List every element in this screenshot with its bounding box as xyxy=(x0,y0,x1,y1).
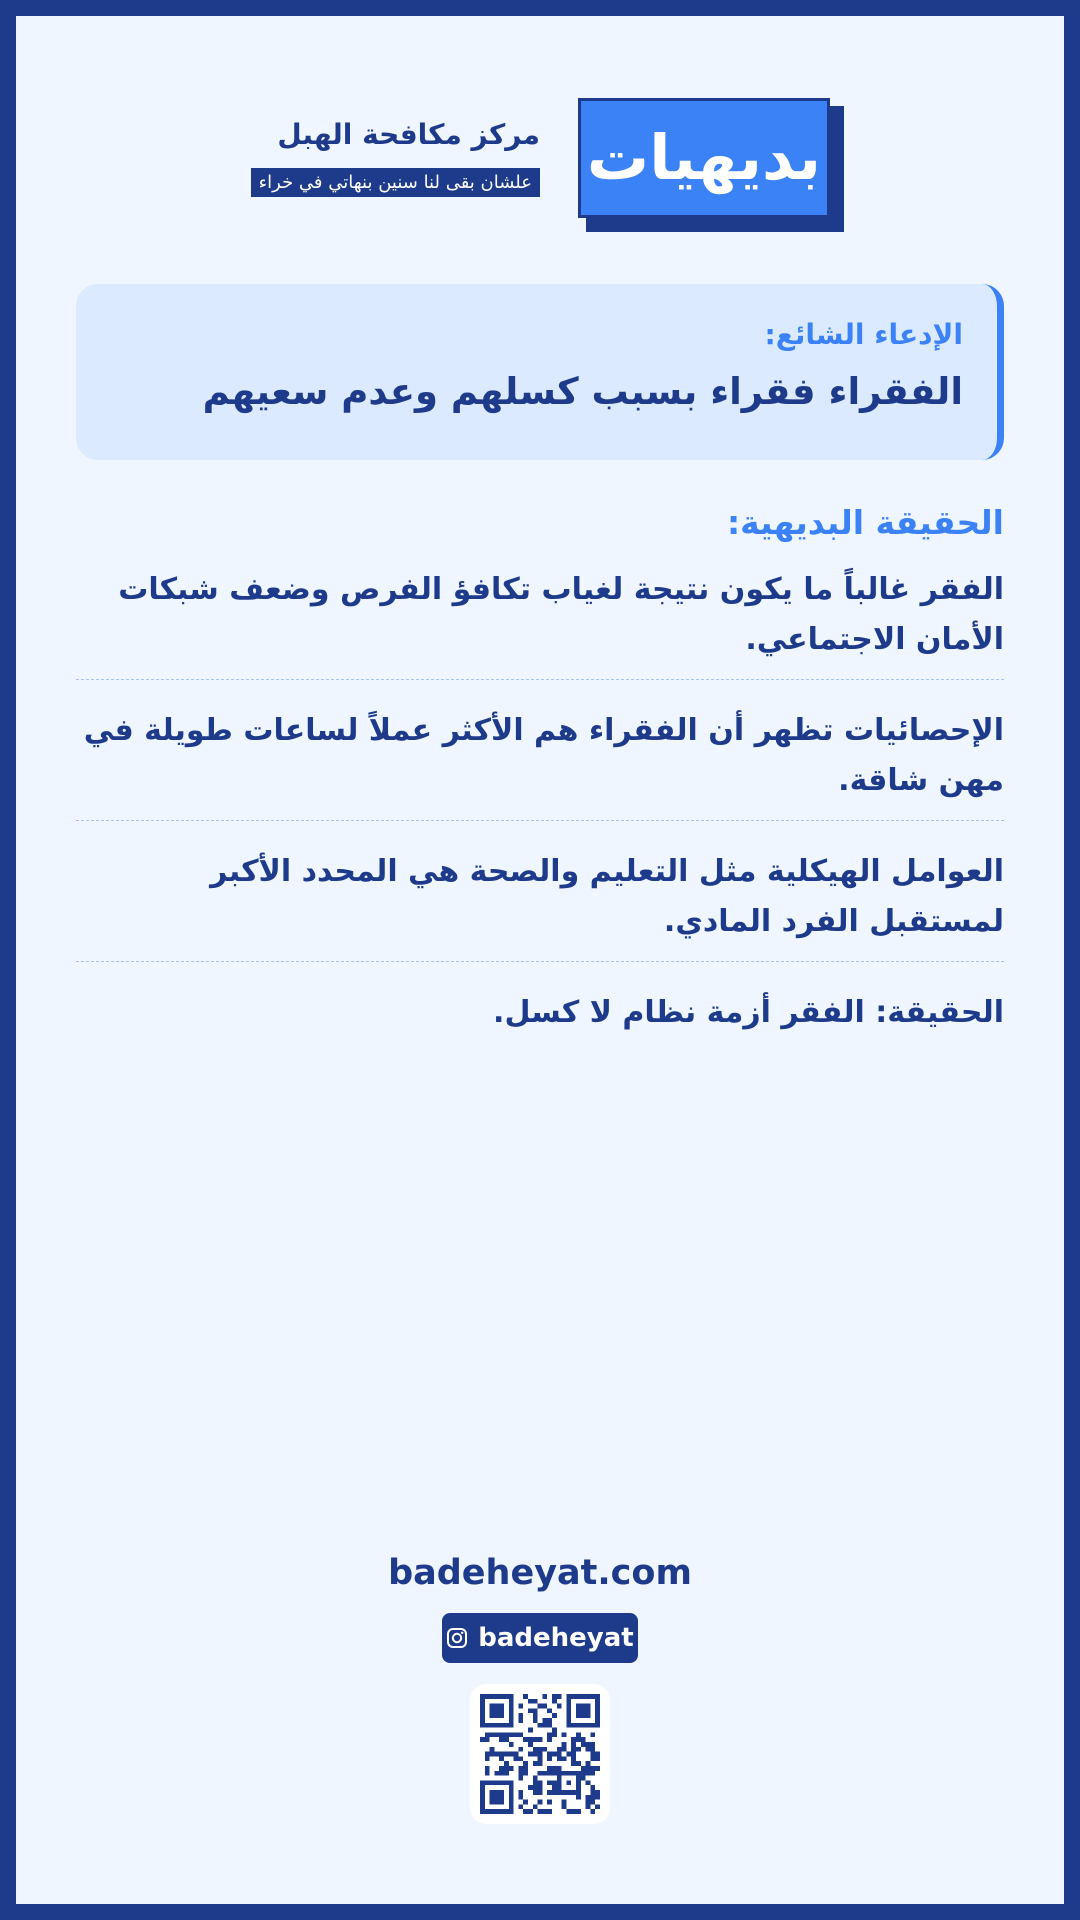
claim-card xyxy=(76,284,1004,460)
tagline: علشان بقى لنا سنين بنهاتي في خراء xyxy=(251,168,540,197)
instagram-badge[interactable] xyxy=(442,1613,638,1663)
instagram-handle: badeheyat xyxy=(478,1623,634,1653)
claim-text: الفقراء فقراء بسبب كسلهم وعدم سعيهم xyxy=(202,369,963,413)
truth-section xyxy=(76,503,1004,1078)
claim-label: الإدعاء الشائع: xyxy=(764,318,963,351)
truth-conclusion: الحقيقة: الفقر أزمة نظام لا كسل. xyxy=(493,994,1004,1030)
logo-text: بديهيات xyxy=(586,121,822,194)
website-link[interactable]: badeheyat.com xyxy=(388,1553,692,1593)
truth-item: الفقر غالباً ما يكون نتيجة لغياب تكافؤ الفرص وضعف شبكات الأمان الاجتماعي. xyxy=(76,565,1004,680)
truth-item: الإحصائيات تظهر أن الفقراء هم الأكثر عملاً لساعات طويلة في مهن شاقة. xyxy=(76,706,1004,821)
org-name: مركز مكافحة الهبل xyxy=(277,118,540,151)
logo-box xyxy=(578,98,830,218)
qr-code xyxy=(470,1684,610,1824)
instagram-icon xyxy=(446,1627,468,1649)
truth-item: العوامل الهيكلية مثل التعليم والصحة هي المحدد الأكبر لمستقبل الفرد المادي. xyxy=(76,847,1004,962)
logo xyxy=(578,98,844,232)
qr-code-icon xyxy=(480,1694,600,1814)
truth-heading: الحقيقة البديهية: xyxy=(726,503,1004,542)
